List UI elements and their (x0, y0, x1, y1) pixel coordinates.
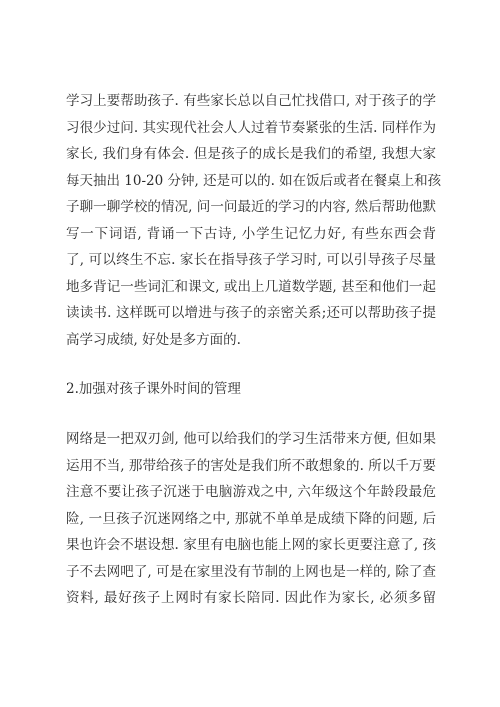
text-line: 网络是一把双刃剑, 他可以给我们的学习生活带来方便, 但如果 (66, 431, 436, 447)
section-heading: 2.加强对孩子课外时间的管理 (66, 381, 241, 397)
text-line: 高学习成绩, 好处是多方面的. (66, 331, 241, 348)
text-line: 子聊一聊学校的情况, 问一问最近的学习的内容, 然后帮助他默 (66, 199, 436, 215)
text-line: 地多背记一些词汇和课文, 或出上几道数学题, 甚至和他们一起 (66, 278, 436, 295)
text-line: 习很少过问. 其实现代社会人人过着节奏紧张的生活. 同样作为 (66, 119, 436, 136)
text-line: 了, 可以终生不忘. 家长在指导孩子学习时, 可以引导孩子尽量 (66, 252, 436, 268)
text-line: 运用不当, 那带给孩子的害处是我们所不敢想象的. 所以千万要 (66, 457, 436, 474)
text-line: 每天抽出 10-20 分钟, 还是可以的. 如在饭后或者在餐桌上和孩 (66, 172, 442, 189)
text-line: 注意不要让孩子沉迷于电脑游戏之中, 六年级这个年龄段最危 (66, 484, 436, 500)
text-line: 险, 一旦孩子沉迷网络之中, 那就不单单是成绩下降的问题, 后 (66, 510, 436, 527)
text-line: 资料, 最好孩子上网时有家长陪同. 因此作为家长, 必须多留 (66, 590, 436, 606)
text-line: 写一下词语, 背诵一下古诗, 小学生记忆力好, 有些东西会背 (66, 225, 436, 242)
paragraph-internet-management (66, 426, 436, 612)
text-line: 读读书. 这样既可以增进与孩子的亲密关系;还可以帮助孩子提 (66, 305, 436, 321)
text-line: 学习上要帮助孩子. 有些家长总以自己忙找借口, 对于孩子的学 (66, 93, 436, 109)
paragraph-homework-help (66, 88, 442, 353)
text-line: 果也许会不堪设想. 家里有电脑也能上网的家长更要注意了, 孩 (66, 537, 436, 553)
text-line: 家长, 我们身有体会. 但是孩子的成长是我们的希望, 我想大家 (66, 146, 436, 162)
text-line: 子不去网吧了, 可是在家里没有节制的上网也是一样的, 除了查 (66, 563, 436, 580)
